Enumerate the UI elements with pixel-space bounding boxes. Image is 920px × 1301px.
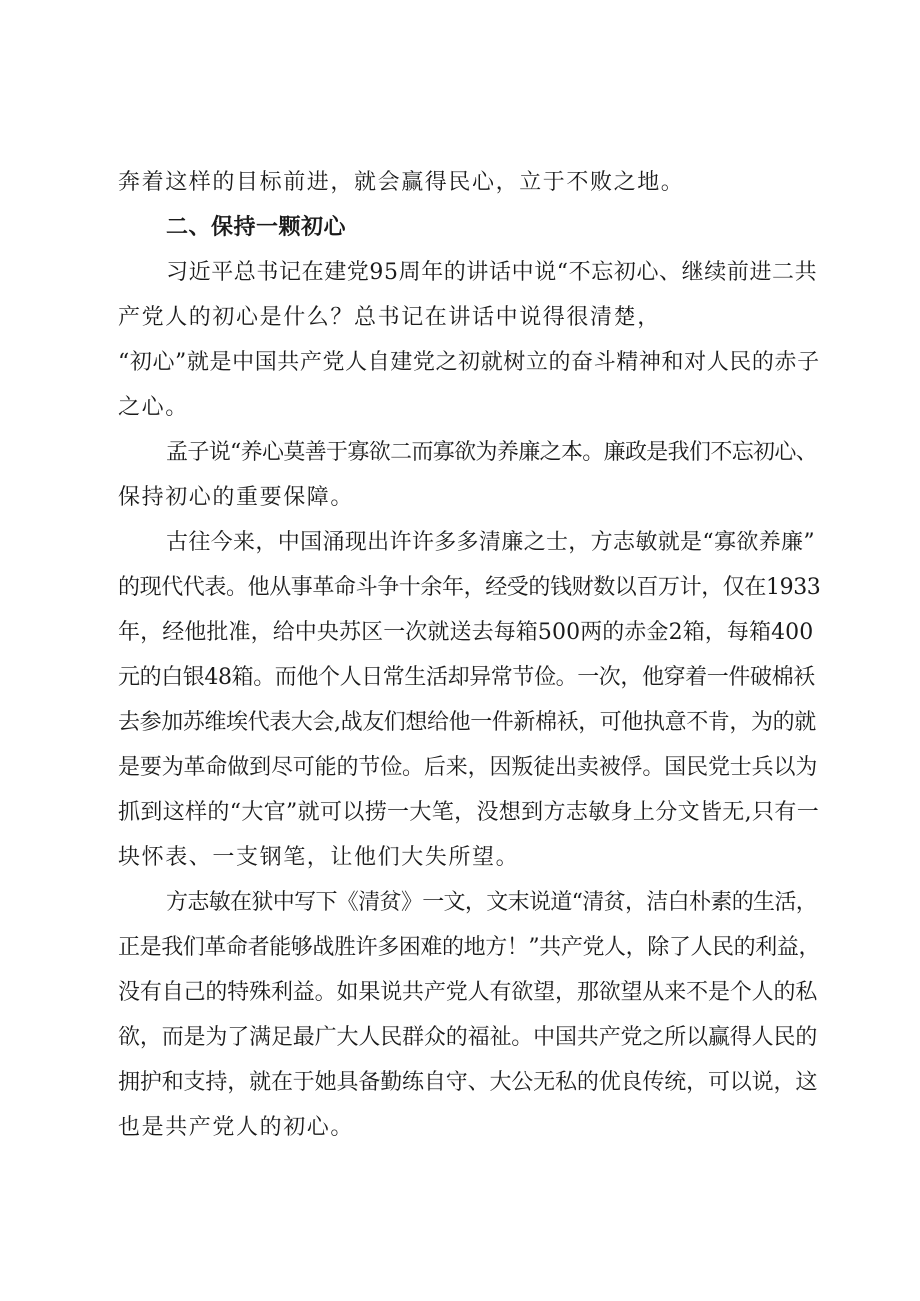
text-line: 拥护和支持，就在于她具备勤练自守、大公无私的优良传统，可以说，这 <box>118 1070 818 1095</box>
text-line: 去参加苏维埃代表大会,战友们想给他一件新棉袄，可他执意不肯，为的就 <box>118 710 816 735</box>
text-line: 欲，而是为了满足最广大人民群众的福祉。中国共产党之所以赢得人民的 <box>118 1025 818 1050</box>
text-line: 年，经他批准，给中央苏区一次就送去每箱500两的赤金2箱，每箱400 <box>118 620 814 645</box>
text-line: 之心。 <box>118 395 189 420</box>
text-line: 块怀表、一支钢笔，让他们大失所望。 <box>118 845 520 870</box>
text-line: 方志敏在狱中写下《清贫》一文，文末说道“清贫，洁白朴素的生活， <box>166 890 818 915</box>
text-line: 习近平总书记在建党95周年的讲话中说“不忘初心、继续前进二共 <box>166 260 818 285</box>
text-line: “初心”就是中国共产党人自建党之初就树立的奋斗精神和对人民的赤子 <box>118 350 820 375</box>
text-line: 保持初心的重要保障。 <box>118 485 355 510</box>
text-line: 的现代代表。他从事革命斗争十余年，经受的钱财数以百万计，仅在1933 <box>118 575 821 600</box>
text-line: 奔着这样的目标前进，就会赢得民心，立于不败之地。 <box>118 170 685 195</box>
text-line: 没有自己的特殊利益。如果说共产党人有欲望，那欲望从来不是个人的私 <box>118 980 818 1005</box>
text-line: 孟子说“养心莫善于寡欲二而寡欲为养廉之本。廉政是我们不忘初心、 <box>166 440 818 465</box>
section-heading: 二、保持一颗初心 <box>166 215 347 240</box>
text-line: 也是共产党人的初心。 <box>118 1115 355 1140</box>
text-line: 产党人的初心是什么？总书记在讲话中说得很清楚， <box>118 305 661 330</box>
text-line: 正是我们革命者能够战胜许多困难的地方！”共产党人，除了人民的利益， <box>118 935 821 960</box>
text-line: 是要为革命做到尽可能的节俭。后来，因叛徒出卖被俘。国民党士兵以为 <box>118 755 818 780</box>
text-line: 古往今来，中国涌现出许许多多清廉之士，方志敏就是“寡欲养廉” <box>166 530 815 555</box>
text-line: 抓到这样的“大官”就可以捞一大笔，没想到方志敏身上分文皆无,只有一 <box>118 800 820 825</box>
text-line: 元的白银48箱。而他个人日常生活却异常节俭。一次，他穿着一件破棉袄 <box>118 665 815 690</box>
